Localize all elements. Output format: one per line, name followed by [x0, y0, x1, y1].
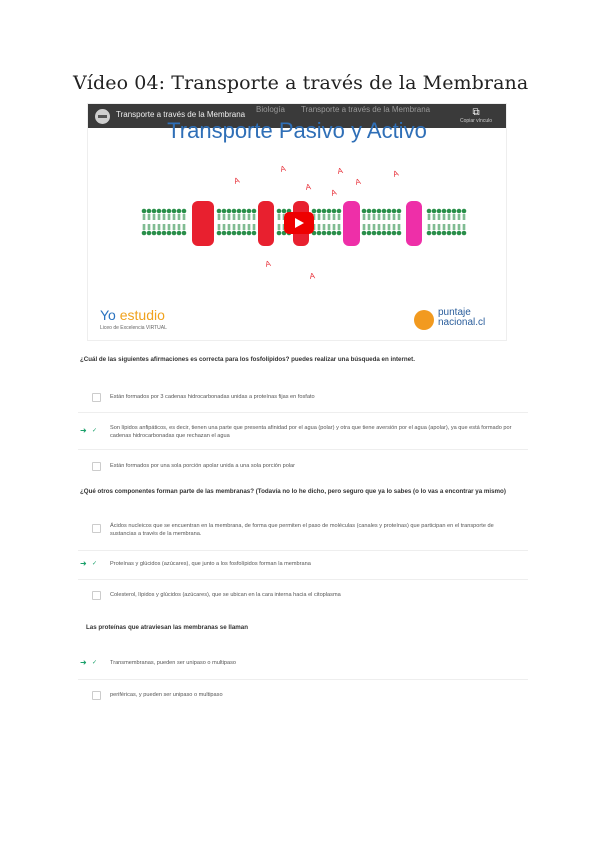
lipid-head: [147, 209, 152, 214]
lipid-head: [442, 231, 447, 236]
lipid-head: [252, 231, 257, 236]
checkbox[interactable]: [92, 591, 101, 600]
lipid-head: [167, 231, 172, 236]
lipid-head: [457, 231, 462, 236]
option-1-1[interactable]: [78, 391, 528, 403]
logo-mark-icon: [414, 310, 434, 330]
lipid-head: [277, 231, 282, 236]
lipid-head: [327, 209, 332, 214]
checkbox[interactable]: [92, 524, 101, 533]
solute-molecule: A: [329, 187, 338, 198]
lipid-head: [427, 209, 432, 214]
option-2-3[interactable]: [78, 589, 528, 601]
check-icon: ✓: [92, 428, 98, 434]
logo-text-b: estudio: [119, 307, 165, 323]
lipid-head: [247, 231, 252, 236]
divider: [78, 412, 528, 413]
lipid-head: [427, 231, 432, 236]
option-text: Son lípidos anfipáticos, es decir, tienen una parte que presenta afinidad por el agua (polar) y otra que tiene aversión por el agua (apolar), ya que está formado por cadenas hidrocarbonadas que rechazan el agua: [110, 425, 512, 439]
lipid-head: [172, 231, 177, 236]
lipid-head: [177, 209, 182, 214]
lipid-head: [227, 209, 232, 214]
lipid-head: [452, 209, 457, 214]
lipid-head: [317, 209, 322, 214]
lipid-head: [162, 231, 167, 236]
video-heading: Transporte Pasivo y Activo: [167, 118, 427, 143]
option-text: Colesterol, lípidos y glúcidos (azúcares), que se ubican en la cara interna hacia el citoplasma: [110, 592, 341, 598]
lipid-head: [237, 209, 242, 214]
logo-text-a: Yo: [100, 307, 120, 323]
lipid-head: [382, 231, 387, 236]
lipid-head: [392, 231, 397, 236]
lipid-head: [372, 231, 377, 236]
solute-molecule: A: [391, 168, 400, 179]
lipid-head: [397, 231, 402, 236]
option-1-3[interactable]: [78, 460, 528, 472]
solute-molecules: [233, 164, 401, 281]
lipid-head: [437, 209, 442, 214]
option-3-2[interactable]: [78, 689, 528, 701]
lipid-head: [387, 209, 392, 214]
question-3: Las proteínas que atraviesan las membranas se llaman: [86, 624, 248, 631]
lipid-head: [277, 209, 282, 214]
lipid-head: [142, 209, 147, 214]
lipid-head: [227, 231, 232, 236]
logo-tagline: Liceo de Excelencia VIRTUAL: [100, 325, 167, 331]
lipid-head: [397, 209, 402, 214]
lipid-head: [157, 231, 162, 236]
solute-molecule: A: [308, 271, 316, 281]
solute-molecule: A: [336, 166, 344, 176]
lipid-head: [377, 231, 382, 236]
lipid-head: [157, 209, 162, 214]
option-text: Ácidos nucleicos que se encuentran en la membrana, de forma que permiten el paso de moléculas (canales y proteínas) que participan en el transporte de sustancias a través de la membrana.: [110, 523, 494, 537]
channel-protein: [343, 201, 360, 246]
breadcrumb-item: Biología: [256, 105, 285, 114]
divider: [78, 449, 528, 450]
lipid-head: [242, 231, 247, 236]
lipid-head: [332, 209, 337, 214]
checkbox[interactable]: [92, 462, 101, 471]
solute-molecule: A: [354, 176, 362, 187]
channel-protein: [258, 201, 274, 246]
lipid-head: [437, 231, 442, 236]
lipid-head: [152, 209, 157, 214]
lipid-head: [462, 209, 467, 214]
lipid-head: [217, 231, 222, 236]
lipid-head: [172, 209, 177, 214]
logo-line2: nacional.cl: [438, 317, 486, 328]
channel-protein: [192, 201, 214, 246]
check-icon: ✓: [92, 561, 98, 567]
lipid-head: [242, 209, 247, 214]
lipid-head: [177, 231, 182, 236]
page-title: Vídeo 04: Transporte a través de la Membrana: [73, 72, 529, 94]
lipid-head: [452, 231, 457, 236]
correct-arrow-icon: ➜: [80, 426, 87, 435]
lipid-head: [392, 209, 397, 214]
play-button[interactable]: [284, 212, 314, 234]
lipid-head: [232, 209, 237, 214]
lipid-head: [252, 209, 257, 214]
lipid-head: [247, 209, 252, 214]
lipid-head: [237, 231, 242, 236]
lipid-head: [327, 231, 332, 236]
correct-arrow-icon: ➜: [80, 658, 87, 667]
lipid-head: [182, 209, 187, 214]
check-icon: ✓: [92, 660, 98, 666]
option-text: Están formados por 3 cadenas hidrocarbonadas unidas a proteínas fijas en fosfato: [110, 394, 315, 400]
lipid-head: [222, 231, 227, 236]
correct-arrow-icon: ➜: [80, 559, 87, 568]
lipid-head: [432, 231, 437, 236]
option-text: periféricas, y pueden ser unipaso o multipaso: [110, 692, 223, 698]
lipid-head: [377, 209, 382, 214]
lipid-head: [322, 231, 327, 236]
lipid-head: [182, 231, 187, 236]
logo-line1: puntaje: [438, 307, 471, 318]
lipid-head: [367, 209, 372, 214]
lipid-head: [332, 231, 337, 236]
question-2: ¿Qué otros componentes forman parte de las membranas? (Todavía no lo he dicho, pero seguro que ya lo sabes (o lo vas a encontrar ya mismo): [80, 488, 506, 495]
logo-text: [438, 308, 485, 328]
option-1-2[interactable]: [78, 422, 528, 440]
lipid-head: [432, 209, 437, 214]
lipid-head: [462, 231, 467, 236]
solute-molecule: A: [304, 182, 312, 192]
option-3-1[interactable]: [78, 657, 528, 669]
lipid-head: [167, 209, 172, 214]
lipid-head: [362, 209, 367, 214]
lipid-head: [442, 209, 447, 214]
lipid-head: [217, 209, 222, 214]
lipid-head: [447, 231, 452, 236]
lipid-head: [362, 231, 367, 236]
breadcrumb-item: Transporte a través de la Membrana: [301, 105, 431, 114]
option-text: Están formados por una sola porción apolar unida a una sola porción polar: [110, 463, 296, 469]
copy-link-icon[interactable]: ⧉ Copiar vínculo: [460, 107, 492, 124]
lipid-head: [147, 231, 152, 236]
lipid-head: [457, 209, 462, 214]
divider: [78, 550, 528, 551]
solute-molecule: A: [232, 175, 241, 186]
lipid-head: [142, 231, 147, 236]
video-title[interactable]: Transporte a través de la Membrana: [116, 110, 246, 119]
lipid-head: [317, 231, 322, 236]
lipid-head: [232, 231, 237, 236]
video-player[interactable]: [88, 104, 506, 340]
lipid-head: [387, 231, 392, 236]
yoestudio-logo: [100, 307, 167, 331]
copy-link-label: Copiar vínculo: [460, 118, 492, 124]
puntajenacional-logo: [414, 308, 496, 332]
option-text: Proteínas y glúcidos (azúcares), que junto a los fosfolípidos forman la membrana: [110, 561, 311, 567]
lipid-head: [447, 209, 452, 214]
lipid-head: [322, 209, 327, 214]
divider: [78, 579, 528, 580]
lipid-head: [382, 209, 387, 214]
option-2-2[interactable]: [78, 558, 528, 570]
solute-molecule: A: [264, 258, 272, 269]
lipid-head: [337, 231, 342, 236]
option-text: Transmembranas, pueden ser unipaso o multipaso: [110, 660, 237, 666]
lipid-head: [372, 209, 377, 214]
lipid-head: [367, 231, 372, 236]
lipid-head: [222, 209, 227, 214]
channel-protein: [406, 201, 422, 246]
question-1: ¿Cuál de las siguientes afirmaciones es correcta para los fosfolípidos? puedes realizar una búsqueda en internet.: [80, 356, 415, 363]
option-2-1[interactable]: [78, 520, 528, 540]
lipid-head: [337, 209, 342, 214]
divider: [78, 679, 528, 680]
lipid-head: [162, 209, 167, 214]
checkbox[interactable]: [92, 691, 101, 700]
solute-molecule: A: [279, 163, 287, 174]
lipid-head: [152, 231, 157, 236]
checkbox[interactable]: [92, 393, 101, 402]
